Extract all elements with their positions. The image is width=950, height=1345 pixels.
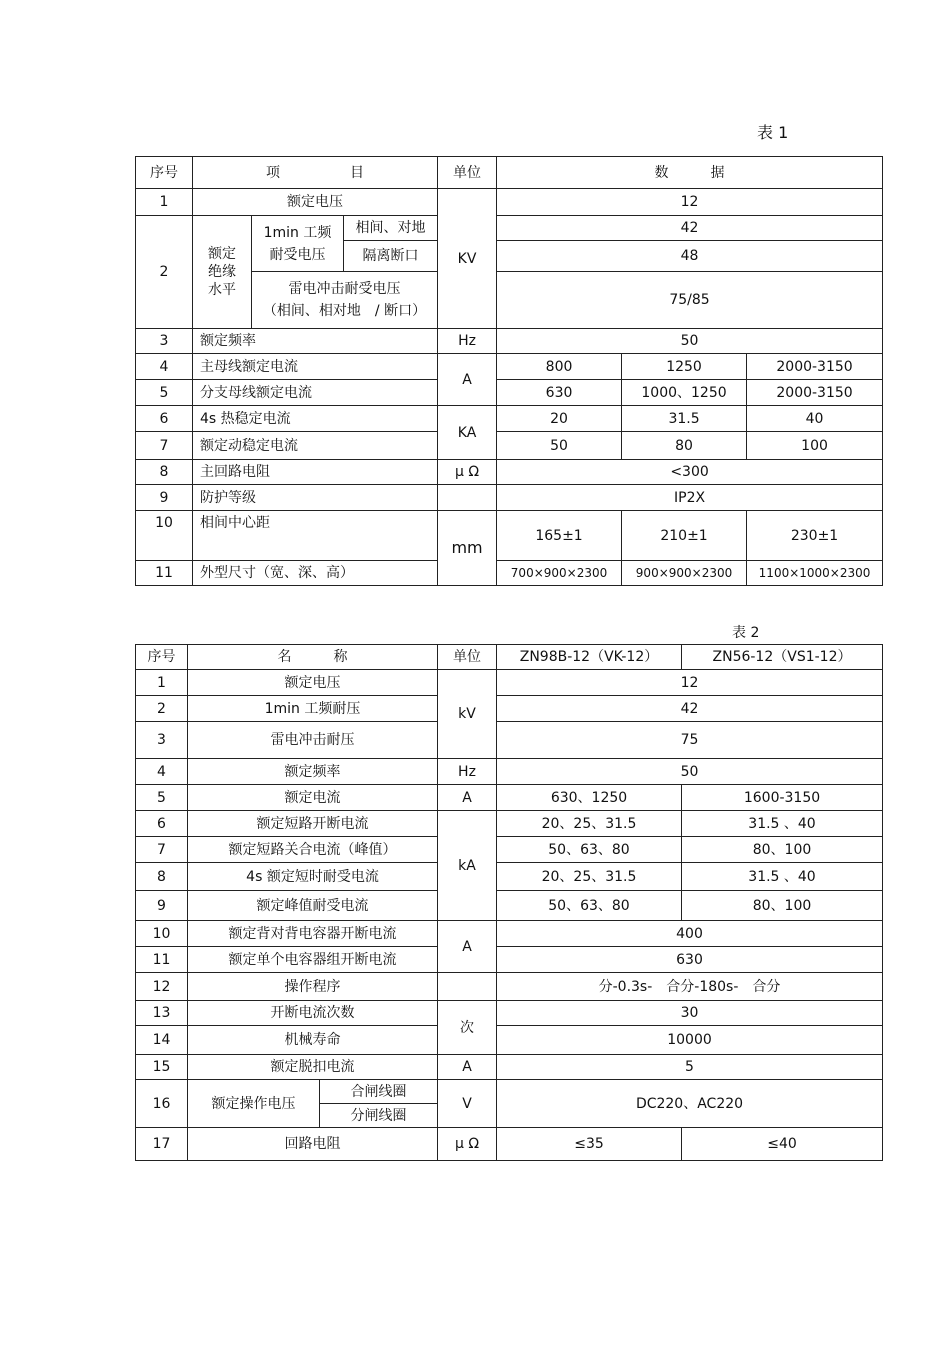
table-row [136,354,883,380]
row-item: 主母线额定电流 [193,354,438,380]
power-frequency-withstand-label: 1min 工频 耐受电压 [252,216,344,272]
row-value: 210±1 [622,511,747,561]
row-value: 900×900×2300 [622,561,747,586]
row-no: 8 [136,863,188,891]
row-no: 10 [136,511,193,561]
row-value: 31.5 、40 [682,863,883,891]
row-value: 20 [497,406,622,432]
row-unit: μ Ω [438,1128,497,1161]
row-value: IP2X [497,485,883,511]
row-no: 12 [136,973,188,1001]
row-value: 12 [497,189,883,216]
closing-coil-label: 合闸线圈 [320,1080,438,1104]
row-value: 分-0.3s- 合分-180s- 合分 [497,973,883,1001]
header-name: 名 称 [188,645,438,670]
row-unit [438,973,497,1001]
table-row [136,1128,883,1161]
lightning-impulse-label: 雷电冲击耐受电压 （相间、相对地 / 断口） [252,272,438,329]
row-no: 6 [136,811,188,837]
table-row [136,216,883,241]
insulation-level-label: 额定 绝缘 水平 [193,216,252,329]
isolating-distance-label: 隔离断口 [344,241,438,272]
table-row [136,1026,883,1055]
row-no: 2 [136,696,188,722]
row-value: 700×900×2300 [497,561,622,586]
row-value: 50 [497,759,883,785]
row-no: 11 [136,561,193,586]
row-name: 操作程序 [188,973,438,1001]
table-row [136,1001,883,1026]
row-name: 额定频率 [188,759,438,785]
row-value: 165±1 [497,511,622,561]
row-unit: A [438,1055,497,1080]
row-value: 31.5 、40 [682,811,883,837]
row-unit: Hz [438,329,497,354]
row-unit [438,485,497,511]
row-value: 2000-3150 [747,380,883,406]
row-no: 10 [136,921,188,947]
row-unit: kA [438,811,497,921]
row-value: 630、1250 [497,785,682,811]
table-row [136,973,883,1001]
row-no: 3 [136,722,188,759]
row-name: 额定背对背电容器开断电流 [188,921,438,947]
header-data: 数 据 [497,157,883,189]
row-name: 额定单个电容器组开断电流 [188,947,438,973]
row-no: 6 [136,406,193,432]
table-row [136,811,883,837]
row-no: 3 [136,329,193,354]
row-value: 1600-3150 [682,785,883,811]
row-value: 230±1 [747,511,883,561]
table-row [136,380,883,406]
row-name: 4s 额定短时耐受电流 [188,863,438,891]
row-no: 15 [136,1055,188,1080]
row-no: 7 [136,432,193,460]
table-row [136,432,883,460]
row-no: 8 [136,460,193,485]
table-row [136,785,883,811]
row-value: <300 [497,460,883,485]
row-value: 40 [747,406,883,432]
row-value: 630 [497,947,883,973]
row-item: 额定频率 [193,329,438,354]
row-value: 50、63、80 [497,837,682,863]
row-value: 800 [497,354,622,380]
table-row [136,485,883,511]
row-name: 额定操作电压 [188,1080,320,1128]
row-item: 外型尺寸（宽、深、高） [193,561,438,586]
phase-to-earth-label: 相间、对地 [344,216,438,241]
row-value: 1250 [622,354,747,380]
table-header-row [136,645,883,670]
table-row [136,561,883,586]
row-name: 额定脱扣电流 [188,1055,438,1080]
table-row [136,670,883,696]
row-value: DC220、AC220 [497,1080,883,1128]
row-name: 额定电流 [188,785,438,811]
row-value: 1000、1250 [622,380,747,406]
table1-caption: 表 1 [757,123,789,142]
row-unit: 次 [438,1001,497,1055]
row-no: 11 [136,947,188,973]
row-no: 16 [136,1080,188,1128]
row-name: 1min 工频耐压 [188,696,438,722]
row-no: 2 [136,216,193,329]
table-row [136,891,883,921]
row-no: 5 [136,380,193,406]
opening-coil-label: 分闸线圈 [320,1104,438,1128]
row-value: 2000-3150 [747,354,883,380]
header-model-1: ZN98B-12（VK-12） [497,645,682,670]
row-value: 50 [497,329,883,354]
row-no: 9 [136,485,193,511]
row-value: 80、100 [682,837,883,863]
row-item: 额定电压 [193,189,438,216]
table-row [136,759,883,785]
table-row [136,511,883,561]
row-no: 1 [136,189,193,216]
row-no: 13 [136,1001,188,1026]
header-model-2: ZN56-12（VS1-12） [682,645,883,670]
row-no: 4 [136,354,193,380]
row-value: ≤35 [497,1128,682,1161]
row-value: 75 [497,722,883,759]
header-item: 项 目 [193,157,438,189]
table-row [136,460,883,485]
row-value: 42 [497,216,883,241]
row-value: 20、25、31.5 [497,863,682,891]
row-unit: A [438,354,497,406]
table-row [136,1080,883,1104]
row-name: 额定短路开断电流 [188,811,438,837]
row-item: 分支母线额定电流 [193,380,438,406]
row-value: 75/85 [497,272,883,329]
row-unit: V [438,1080,497,1128]
table-header-row [136,157,883,189]
row-no: 7 [136,837,188,863]
row-item: 相间中心距 [193,511,438,561]
row-value: 1100×1000×2300 [747,561,883,586]
table-row [136,406,883,432]
row-no: 17 [136,1128,188,1161]
header-unit: 单位 [438,157,497,189]
table-row [136,722,883,759]
table2-caption: 表 2 [732,625,760,641]
table-row [136,189,883,216]
row-value: 42 [497,696,883,722]
table-row [136,947,883,973]
row-item: 额定动稳定电流 [193,432,438,460]
row-name: 回路电阻 [188,1128,438,1161]
row-no: 9 [136,891,188,921]
table-row [136,863,883,891]
row-item: 防护等级 [193,485,438,511]
row-value: 31.5 [622,406,747,432]
row-unit: KV [438,189,497,329]
row-unit: mm [438,511,497,586]
table-row [136,1055,883,1080]
row-unit: Hz [438,759,497,785]
row-name: 额定短路关合电流（峰值） [188,837,438,863]
header-no: 序号 [136,157,193,189]
rated-parameters-table [135,156,883,586]
row-no: 14 [136,1026,188,1055]
row-value: 12 [497,670,883,696]
row-unit: μ Ω [438,460,497,485]
row-unit: A [438,921,497,973]
row-name: 额定峰值耐受电流 [188,891,438,921]
table-row [136,837,883,863]
row-unit: kV [438,670,497,759]
row-name: 开断电流次数 [188,1001,438,1026]
row-unit: KA [438,406,497,460]
row-value: 50、63、80 [497,891,682,921]
row-name: 雷电冲击耐压 [188,722,438,759]
header-unit: 单位 [438,645,497,670]
row-value: 630 [497,380,622,406]
row-item: 4s 热稳定电流 [193,406,438,432]
row-value: ≤40 [682,1128,883,1161]
row-value: 80、100 [682,891,883,921]
table-row [136,329,883,354]
row-value: 50 [497,432,622,460]
row-value: 5 [497,1055,883,1080]
row-value: 100 [747,432,883,460]
row-name: 机械寿命 [188,1026,438,1055]
row-value: 20、25、31.5 [497,811,682,837]
header-no: 序号 [136,645,188,670]
row-name: 额定电压 [188,670,438,696]
row-no: 4 [136,759,188,785]
row-value: 80 [622,432,747,460]
row-value: 30 [497,1001,883,1026]
row-value: 48 [497,241,883,272]
table-row [136,696,883,722]
row-value: 10000 [497,1026,883,1055]
table-row [136,921,883,947]
row-no: 1 [136,670,188,696]
row-value: 400 [497,921,883,947]
circuit-breaker-table [135,644,883,1161]
row-unit: A [438,785,497,811]
row-item: 主回路电阻 [193,460,438,485]
row-no: 5 [136,785,188,811]
